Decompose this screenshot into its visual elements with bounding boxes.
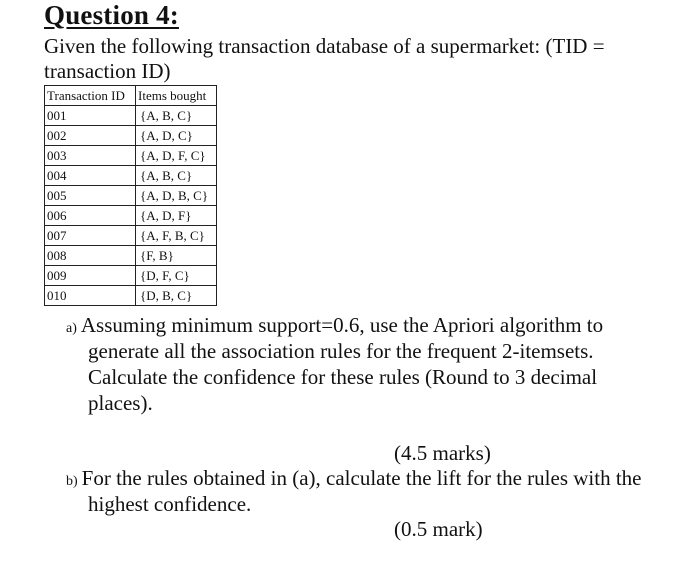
part-b-text-rest: highest confidence. <box>88 492 252 516</box>
table-row <box>45 266 217 286</box>
part-b-text-line1: For the rules obtained in (a), calculate the lift for the rules with the <box>81 466 642 490</box>
cell-items: {A, B, C} <box>136 166 217 186</box>
part-a-text-rest: generate all the association rules for the frequent 2-itemsets. Calculate the confidence for these rules (Round to 3 decimal places). <box>88 339 598 415</box>
cell-items: {A, D, F, C} <box>136 146 217 166</box>
table-row <box>45 186 217 206</box>
table-row <box>45 166 217 186</box>
table-row <box>45 106 217 126</box>
table-header-row <box>45 86 217 106</box>
cell-items: {F, B} <box>136 246 217 266</box>
table-row <box>45 146 217 166</box>
part-b-marks: (0.5 mark) <box>394 517 483 541</box>
cell-tid: 010 <box>45 286 136 306</box>
cell-tid: 006 <box>45 206 136 226</box>
cell-items: {A, D, F} <box>136 206 217 226</box>
part-a-label: a) <box>66 321 77 336</box>
cell-items: {A, D, B, C} <box>136 186 217 206</box>
cell-items: {A, B, C} <box>136 106 217 126</box>
header-transaction-id: Transaction ID <box>45 86 136 106</box>
part-a-text-line1: Assuming minimum support=0.6, use the Apriori algorithm to <box>80 313 604 337</box>
cell-tid: 009 <box>45 266 136 286</box>
cell-tid: 002 <box>45 126 136 146</box>
transaction-table <box>44 85 217 306</box>
table-row <box>45 226 217 246</box>
cell-items: {D, B, C} <box>136 286 217 306</box>
table-row <box>45 206 217 226</box>
cell-tid: 004 <box>45 166 136 186</box>
table-row <box>45 286 217 306</box>
cell-tid: 003 <box>45 146 136 166</box>
cell-tid: 007 <box>45 226 136 246</box>
question-title: Question 4: <box>44 0 179 30</box>
header-items-bought: Items bought <box>136 86 217 106</box>
part-a-marks: (4.5 marks) <box>394 441 491 465</box>
cell-items: {D, F, C} <box>136 266 217 286</box>
cell-tid: 001 <box>45 106 136 126</box>
part-b-label: b) <box>66 474 78 489</box>
question-intro: Given the following transaction database of a supermarket: (TID = transaction ID) <box>44 34 605 83</box>
cell-tid: 005 <box>45 186 136 206</box>
cell-tid: 008 <box>45 246 136 266</box>
table-row <box>45 126 217 146</box>
table-row <box>45 246 217 266</box>
cell-items: {A, F, B, C} <box>136 226 217 246</box>
cell-items: {A, D, C} <box>136 126 217 146</box>
